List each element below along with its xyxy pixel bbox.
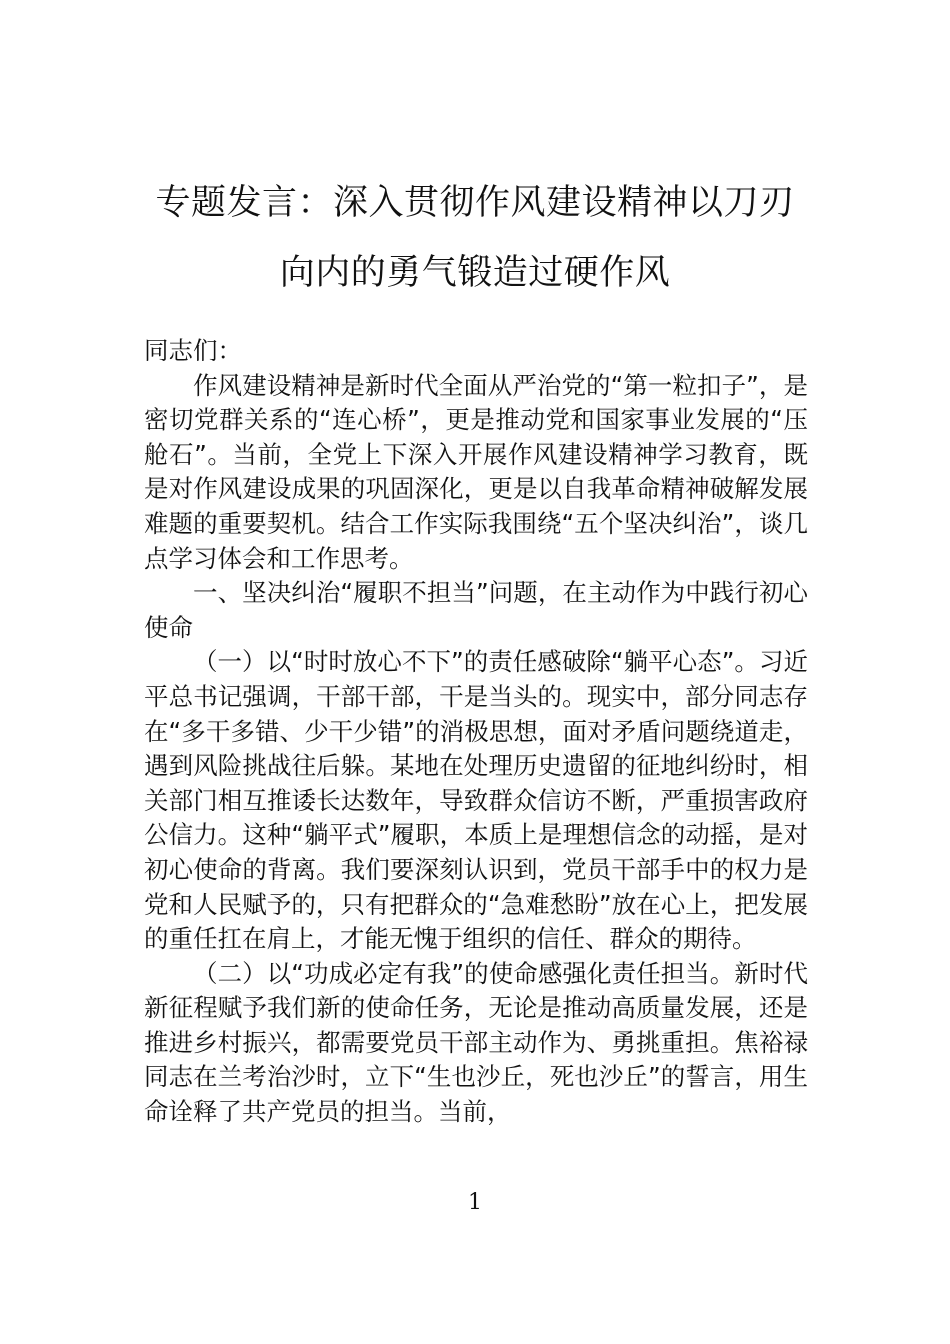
document-body	[144, 334, 808, 1130]
page-number: 1	[468, 1190, 482, 1215]
document-title	[110, 168, 840, 308]
title-line-1: 专题发言：深入贯彻作风建设精神以刀刃	[155, 183, 795, 223]
salutation: 同志们：	[144, 336, 242, 365]
title-line-2: 向内的勇气锻造过硬作风	[279, 253, 671, 293]
section-heading-1: 一、坚决纠治“履职不担当”问题，在主动作为中践行初心使命	[144, 578, 808, 642]
paragraph-subsection-2: （二）以“功成必定有我”的使命感强化责任担当。新时代新征程赋予我们新的使命任务，无论是推动高质量发展，还是推进乡村振兴，都需要党员干部主动作为、勇挑重担。焦裕禄同志在兰考治沙时，立下“生也沙丘，死也沙丘”的誓言，用生命诠释了共产党员的担当。当前，	[144, 958, 808, 1127]
paragraph-subsection-1: （一）以“时时放心不下”的责任感破除“躺平心态”。习近平总书记强调，干部干部，干是当头的。现实中，部分同志存在“多干多错、少干少错”的消极思想，面对矛盾问题绕道走，遇到风险挑战往后躲。某地在处理历史遗留的征地纠纷时，相关部门相互推诿长达数年，导致群众信访不断，严重损害政府公信力。这种“躺平式”履职，本质上是理想信念的动摇，是对初心使命的背离。我们要深刻认识到，党员干部手中的权力是党和人民赋予的，只有把群众的“急难愁盼”放在心上，把发展的重任扛在肩上，才能无愧于组织的信任、群众的期待。	[144, 647, 808, 954]
paragraph-intro: 作风建设精神是新时代全面从严治党的“第一粒扣子”，是密切党群关系的“连心桥”，更是推动党和国家事业发展的“压舱石”。当前，全党上下深入开展作风建设精神学习教育，既是对作风建设成果的巩固深化，更是以自我革命精神破解发展难题的重要契机。结合工作实际我围绕“五个坚决纠治”，谈几点学习体会和工作思考。	[144, 370, 808, 573]
